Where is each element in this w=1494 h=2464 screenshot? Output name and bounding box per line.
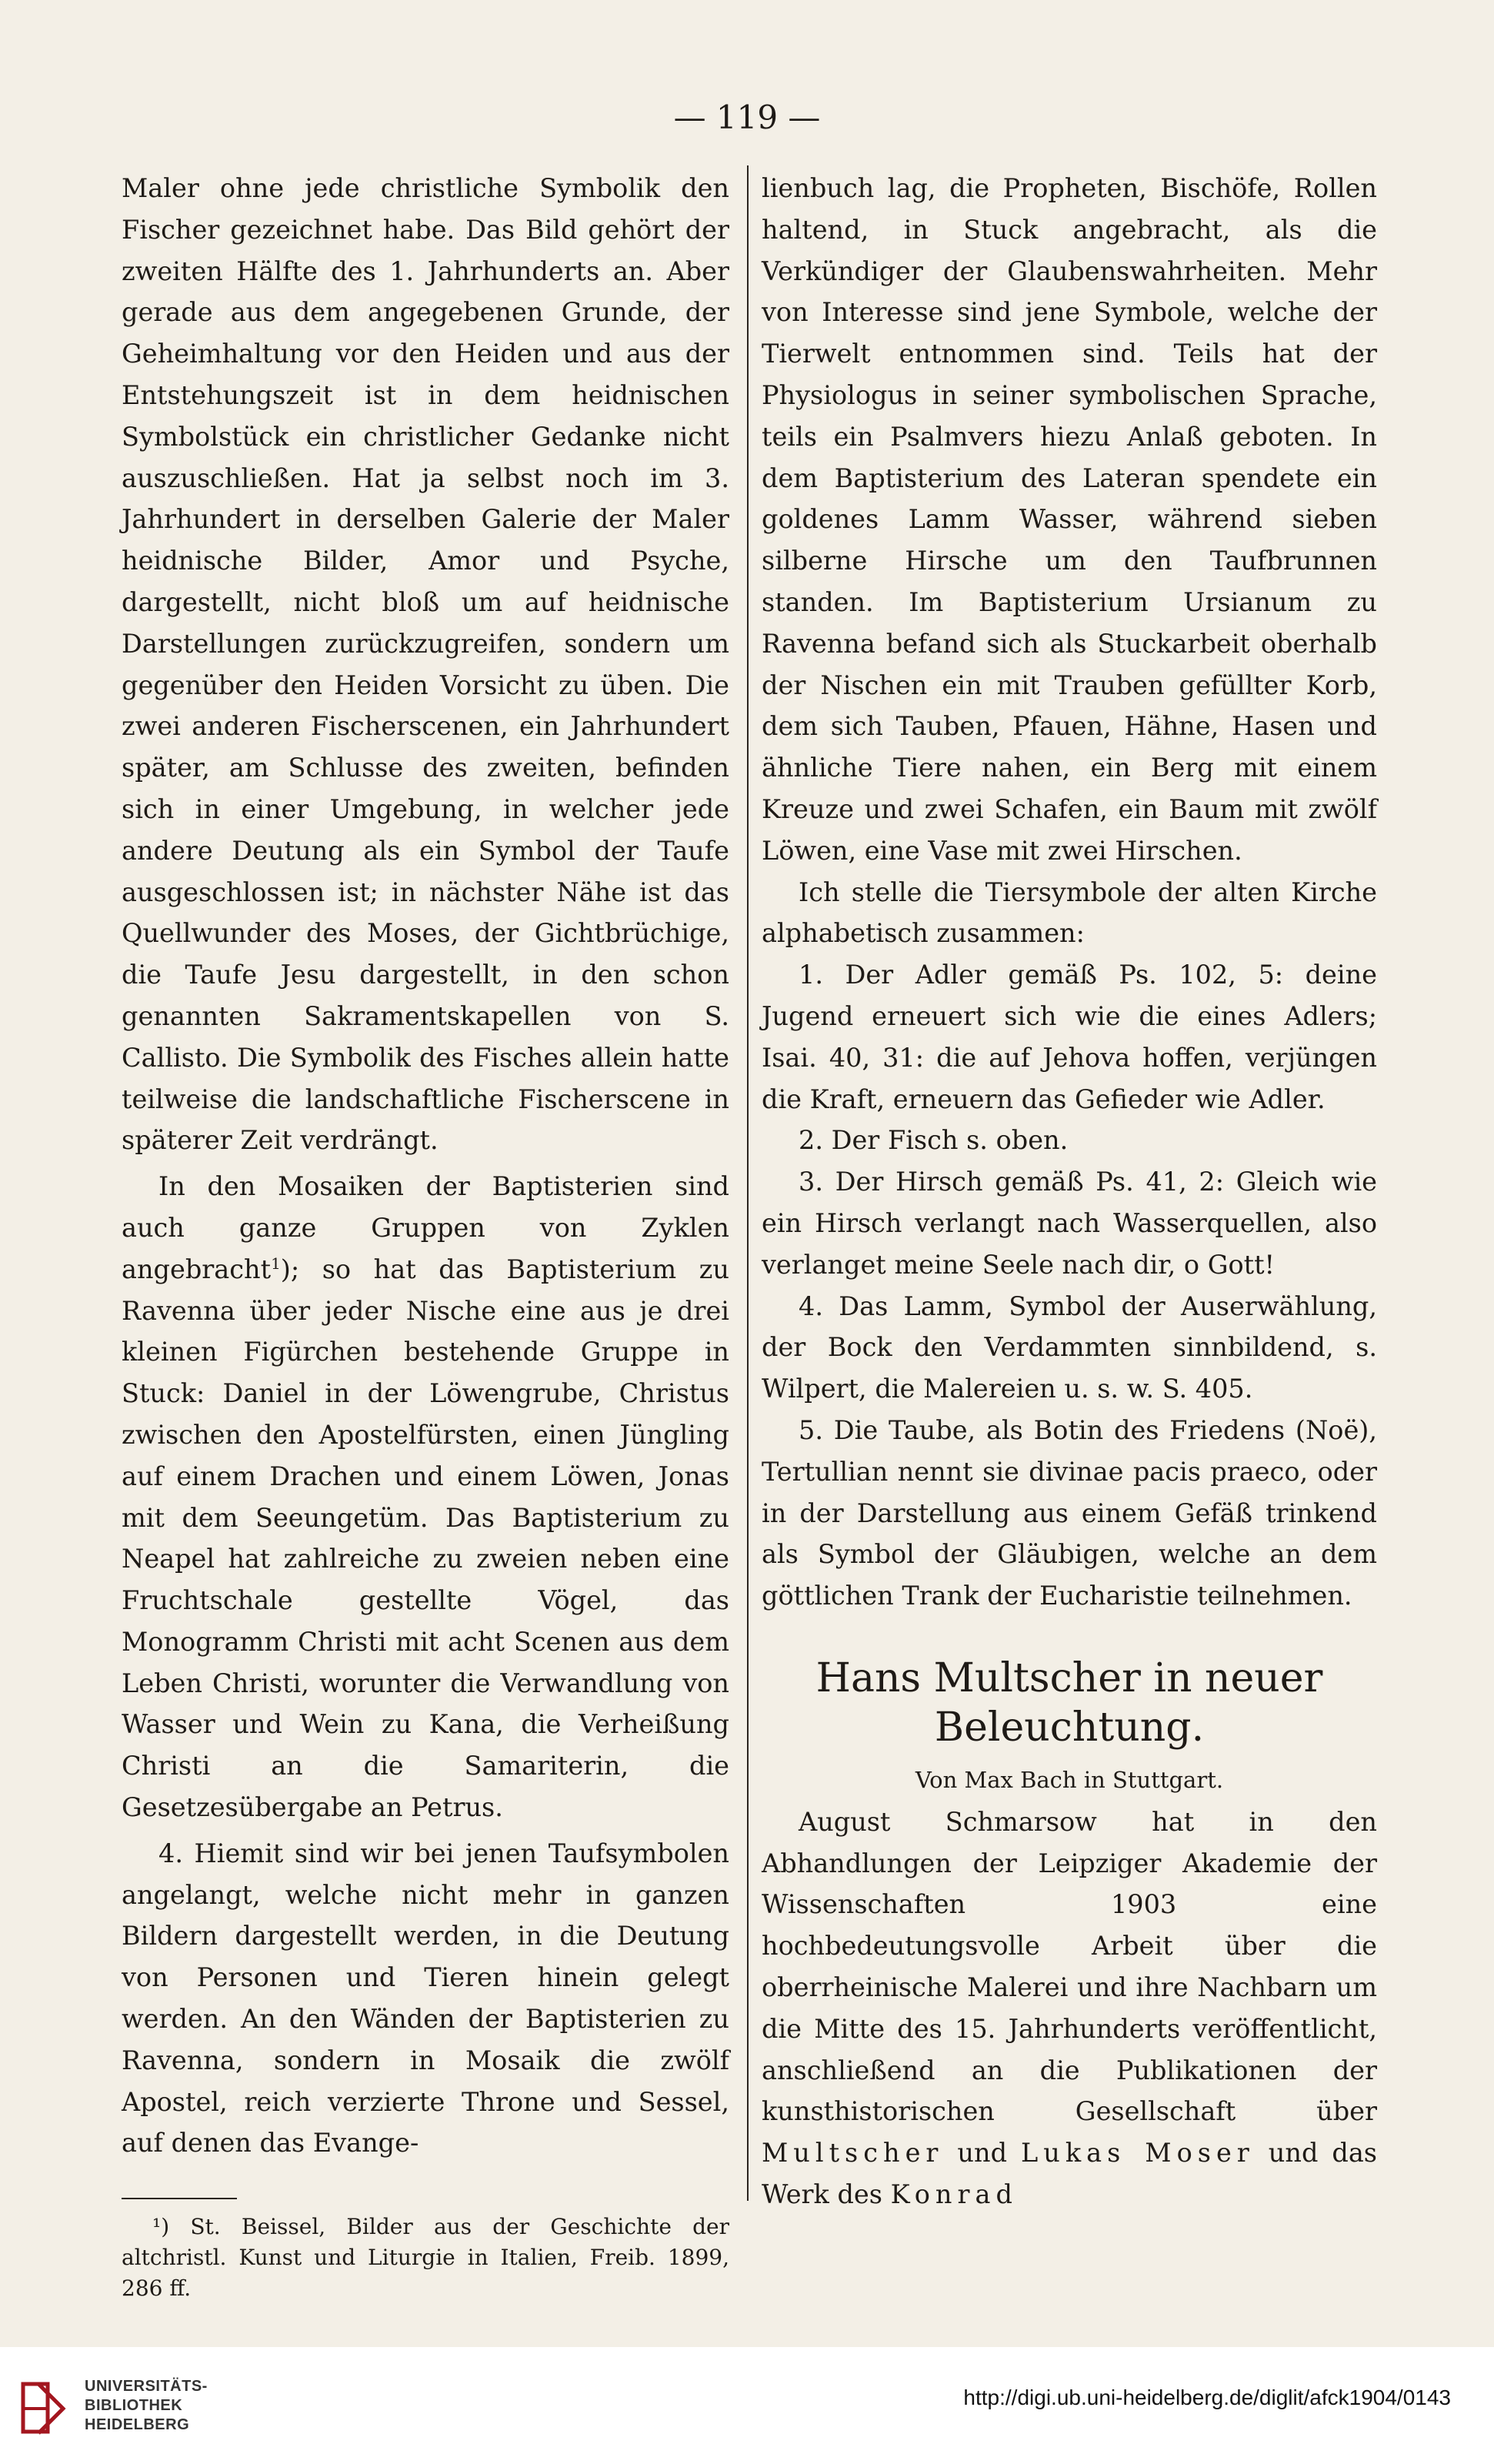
list-item: 3. Der Hirsch gemäß Ps. 41, 2: Gleich wie ein Hirsch verlangt nach Wasserquellen, also verlanget meine Seele nach dir, o Gott! xyxy=(762,1167,1377,1280)
article-byline: Von Max Bach in Stuttgart. xyxy=(915,1766,1224,1793)
source-url-link[interactable]: http://digi.ub.uni-heidelberg.de/diglit/afck1904/0143 xyxy=(963,2386,1451,2409)
paragraph-text: In den Mosaiken der Baptisterien sind auch ganze Gruppen von Zyklen angebracht xyxy=(122,1171,729,1284)
library-name-line-1: UNIVERSITÄTS- xyxy=(85,2378,208,2395)
library-name-line-2: BIBLIOTHEK xyxy=(85,2397,183,2414)
paragraph-text: und das Werk des xyxy=(762,2138,1377,2210)
list-item: 2. Der Fisch s. oben. xyxy=(799,1125,1069,1156)
list-item: 5. Die Taube, als Botin des Friedens (Noë), Tertullian nennt sie divinae pacis praeco, oder in der Darstellung aus einem Gefäß trinkend als Symbol der Gläubigen, welche an dem göttlichen Trank der Eucharistie teilnehmen. xyxy=(762,1414,1377,1611)
footnote-rule xyxy=(122,2198,237,2199)
paragraph xyxy=(762,1801,1377,2215)
paragraph: Maler ohne jede christliche Symbolik den Fischer gezeichnet habe. Das Bild gehört der zweiten Hälfte des 1. Jahrhunderts an. Aber gerade aus dem angegebenen Grunde, der Geheimhaltung vor den Heiden und aus der Entstehungszeit ist in dem heidnischen Symbolstück ein christlicher Gedanke nicht auszuschließen. Hat ja selbst noch im 3. Jahrhundert in derselben Galerie der Maler heidnische Bilder, Amor und Psyche, dargestellt, nicht bloß um auf heidnische Darstellungen zurückzugreifen, sondern um gegenüber den Heiden Vorsicht zu üben. Die zwei anderen Fischerscenen, ein Jahrhundert später, am Schlusse des zweiten, befinden sich in einer Umgebung, in welcher jede andere Deutung als ein Symbol der Taufe ausgeschlossen ist; in nächster Nähe ist das Quellwunder des Moses, der Gichtbrüchige, die Taufe Jesu dargestellt, in den schon genannten Sakramentskapellen von S. Callisto. Die Symbolik des Fisches allein hatte teilweise die landschaftliche Fischerscene in späterer Zeit verdrängt. xyxy=(122,173,729,1156)
list-item: 4. Das Lamm, Symbol der Auserwählung, der Bock den Verdammten sinnbildend, s. Wilpert, die Malereien u. s. w. S. 405. xyxy=(762,1290,1377,1404)
paragraph: lienbuch lag, die Propheten, Bischöfe, Rollen haltend, in Stuck angebracht, als die Verkündiger der Glaubenswahrheiten. Mehr von Interesse sind jene Symbole, welche der Tierwelt entnommen sind. Teils hat der Physiologus in seiner symbolischen Sprache, teils ein Psalmvers hiezu Anlaß geboten. In dem Baptisterium des Lateran spendete ein goldenes Lamm Wasser, während sieben silberne Hirsche um den Taufbrunnen standen. Im Baptisterium Ursianum zu Ravenna befand sich als Stuckarbeit oberhalb der Nischen ein mit Trauben gefüllter Korb, dem sich Tauben, Pfauen, Hähne, Hasen und ähnliche Tiere nahen, ein Berg mit einem Kreuze und zwei Schafen, ein Baum mit zwölf Löwen, eine Vase mit zwei Hirschen. xyxy=(762,173,1377,866)
paragraph-text: August Schmarsow hat in den Abhandlungen der Leipziger Akademie der Wissenschaften 1903 eine hochbedeutungsvolle Arbeit über die oberrheinische Malerei und ihre Nachbarn um die Mitte des 15. Jahrhunderts veröffentlicht, anschließend an die Publikationen der kunsthistorischen Gesellschaft über xyxy=(762,1806,1377,2127)
paragraph: 4. Hiemit sind wir bei jenen Taufsymbolen angelangt, welche nicht mehr in ganzen Bildern dargestellt werden, in die Deutung von Personen und Tieren hinein gelegt werden. An den Wänden der Baptisterien zu Ravenna, sondern in Mosaik die zwölf Apostel, reich verzierte Throne und Sessel, auf denen das Evange- xyxy=(122,1838,729,2159)
right-column xyxy=(762,168,1377,2215)
name-konrad: Konrad xyxy=(890,2179,1018,2210)
name-lukas-moser: Lukas Moser xyxy=(1021,2138,1255,2169)
name-multscher: Multscher xyxy=(762,2138,944,2169)
article-title: Hans Multscher in neuer Beleuchtung. xyxy=(815,1654,1323,1751)
footnote: ¹) St. Beissel, Bilder aus der Geschichte der altchristl. Kunst und Liturgie in Italien, Freib. 1899, 286 ff. xyxy=(122,2214,729,2302)
column-divider xyxy=(747,165,749,2201)
page-number: — 119 — xyxy=(673,98,821,136)
list-item: 1. Der Adler gemäß Ps. 102, 5: deine Jugend erneuert sich wie die eines Adlers; Isai. 40, 31: die auf Jehova hoffen, verjüngen die Kraft, erneuern das Gefieder wie Adler. xyxy=(762,960,1377,1114)
library-logo-icon xyxy=(15,2378,69,2439)
paragraph: Ich stelle die Tiersymbole der alten Kirche alphabetisch zusammen: xyxy=(762,876,1377,949)
paragraph xyxy=(122,1166,729,1828)
library-name-line-3: HEIDELBERG xyxy=(85,2416,190,2433)
paragraph-text: und xyxy=(943,2138,1022,2169)
left-column xyxy=(122,168,729,2304)
paragraph-text: ); so hat das Baptisterium zu Ravenna über jeder Nische eine aus je drei kleinen Figürchen bestehende Gruppe in Stuck: Daniel in der Löwengrube, Christus zwischen den Apostelfürsten, einen Jüngling auf einem Drachen und einem Löwen, Jonas mit dem Seeungetüm. Das Baptisterium zu Neapel hat zahlreiche zu zweien neben eine Fruchtschale gestellte Vögel, das Monogramm Christi mit acht Scenen aus dem Leben Christi, worunter die Verwandlung von Wasser und Wein zu Kana, die Verheißung Christi an die Samariterin, die Gesetzesübergabe an Petrus. xyxy=(122,1254,729,1823)
footnote-marker: 1 xyxy=(271,1254,281,1273)
